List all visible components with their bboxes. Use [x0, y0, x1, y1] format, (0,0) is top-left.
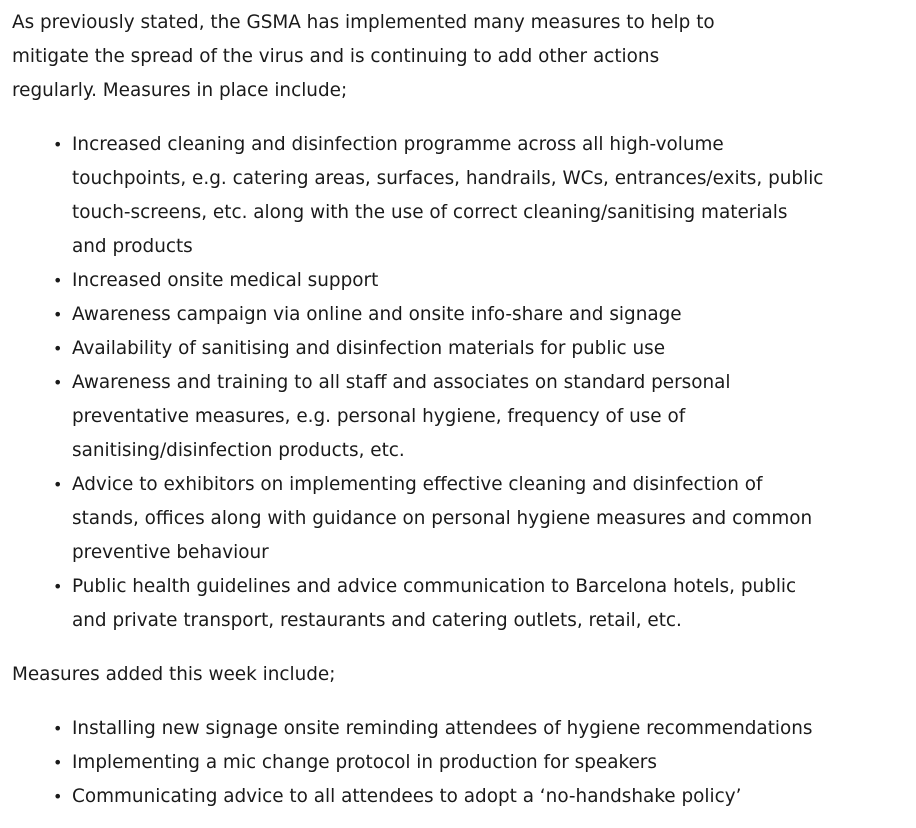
list-item-line: Advice to exhibitors on implementing effective cleaning and disinfection of: [72, 474, 763, 495]
list-item: [53, 468, 907, 570]
list-item: [53, 264, 907, 298]
list-item-line: Installing new signage onsite reminding attendees of hygiene recommendations: [72, 718, 813, 739]
list-item-line: and private transport, restaurants and catering outlets, retail, etc.: [72, 610, 682, 631]
list-item-line: touchpoints, e.g. catering areas, surfaces, handrails, WCs, entrances/exits, public: [72, 168, 824, 189]
measures-added-list: [12, 712, 907, 814]
list-item-line: Public health guidelines and advice communication to Barcelona hotels, public: [72, 576, 797, 597]
list-item-line: Implementing a mic change protocol in production for speakers: [72, 752, 657, 773]
list-item: [53, 712, 907, 746]
list-item-line: Increased onsite medical support: [72, 270, 379, 291]
list-item-line: and products: [72, 236, 193, 257]
list-item-line: preventive behaviour: [72, 542, 269, 563]
bullet-icon: •: [53, 339, 63, 358]
intro-line: regularly. Measures in place include;: [12, 80, 348, 101]
measures-in-place-list: [12, 128, 907, 638]
bullet-icon: •: [53, 475, 63, 494]
intro-paragraph: [12, 6, 907, 108]
list-item: [53, 780, 907, 814]
bullet-icon: •: [53, 719, 63, 738]
list-item-line: Availability of sanitising and disinfection materials for public use: [72, 338, 666, 359]
list-item-line: stands, offices along with guidance on personal hygiene measures and common: [72, 508, 813, 529]
intro-line: mitigate the spread of the virus and is continuing to add other actions: [12, 46, 660, 67]
bullet-icon: •: [53, 271, 63, 290]
list-item-line: touch-screens, etc. along with the use of correct cleaning/sanitising materials: [72, 202, 788, 223]
list-item: [53, 366, 907, 468]
bullet-icon: •: [53, 577, 63, 596]
list-item-line: Communicating advice to all attendees to adopt a ‘no-handshake policy’: [72, 786, 742, 807]
week-heading-paragraph: [12, 658, 907, 692]
list-item-line: Awareness campaign via online and onsite info-share and signage: [72, 304, 682, 325]
article-body: [12, 6, 907, 814]
list-item: [53, 298, 907, 332]
week-heading: Measures added this week include;: [12, 664, 336, 685]
list-item: [53, 746, 907, 780]
list-item-line: preventative measures, e.g. personal hygiene, frequency of use of: [72, 406, 686, 427]
bullet-icon: •: [53, 753, 63, 772]
list-item-line: Increased cleaning and disinfection programme across all high-volume: [72, 134, 724, 155]
list-item-line: Awareness and training to all staff and associates on standard personal: [72, 372, 731, 393]
bullet-icon: •: [53, 787, 63, 806]
list-item: [53, 332, 907, 366]
bullet-icon: •: [53, 305, 63, 324]
bullet-icon: •: [53, 135, 63, 154]
bullet-icon: •: [53, 373, 63, 392]
list-item: [53, 128, 907, 264]
list-item: [53, 570, 907, 638]
intro-line: As previously stated, the GSMA has implemented many measures to help to: [12, 12, 715, 33]
list-item-line: sanitising/disinfection products, etc.: [72, 440, 405, 461]
